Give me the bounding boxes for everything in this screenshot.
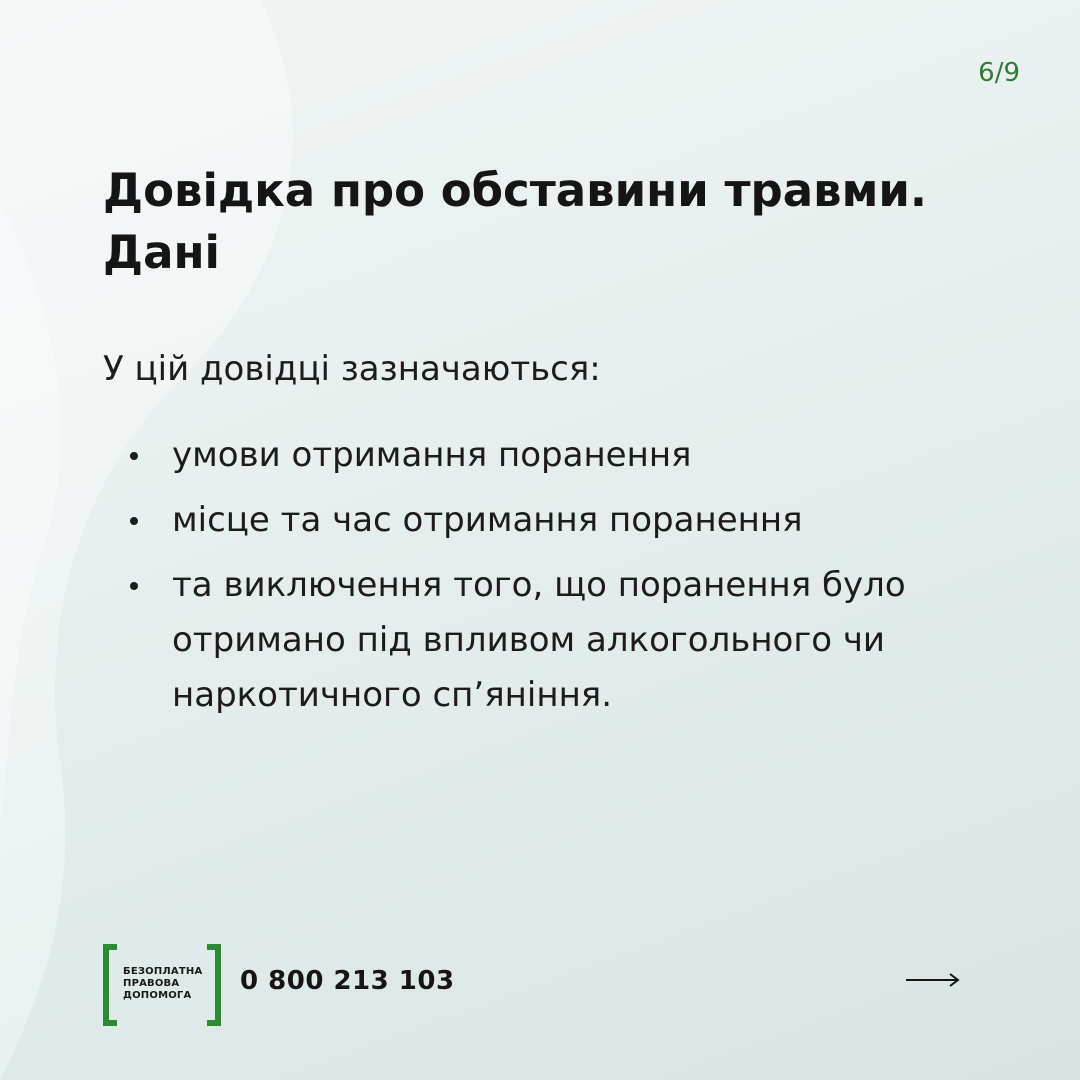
phone-number: 0 800 213 103 bbox=[240, 966, 455, 996]
title-line-1: Довідка про обставини травми. bbox=[103, 164, 927, 217]
title-line-2: Дані bbox=[103, 226, 220, 279]
logo-text bbox=[123, 966, 202, 1002]
page-counter: 6/9 bbox=[978, 58, 1020, 88]
logo-line-1: БЕЗОПЛАТНА bbox=[123, 966, 203, 977]
logo-bracket-right-icon bbox=[207, 944, 221, 1026]
list-item-text: та виключення того, що поранення було отримано під впливом алкогольного чи наркотичного сп’яніння. bbox=[172, 565, 906, 715]
bullet-dot-icon bbox=[130, 517, 138, 525]
list-item-text: умови отримання поранення bbox=[172, 435, 692, 475]
list-item bbox=[130, 428, 1010, 483]
list-item bbox=[130, 558, 1010, 723]
logo bbox=[103, 944, 221, 1026]
bullet-dot-icon bbox=[130, 582, 138, 590]
bullet-dot-icon bbox=[130, 452, 138, 460]
bullet-list bbox=[130, 428, 1010, 733]
list-item-text: місце та час отримання поранення bbox=[172, 500, 803, 540]
intro-text: У цій довідці зазначаються: bbox=[103, 349, 601, 389]
list-item bbox=[130, 493, 1010, 548]
logo-line-2: ПРАВОВА bbox=[123, 978, 180, 989]
logo-line-3: ДОПОМОГА bbox=[123, 990, 192, 1001]
page-title bbox=[103, 160, 1003, 284]
logo-bracket-left-icon bbox=[103, 944, 117, 1026]
arrow-right-icon[interactable] bbox=[906, 970, 960, 990]
